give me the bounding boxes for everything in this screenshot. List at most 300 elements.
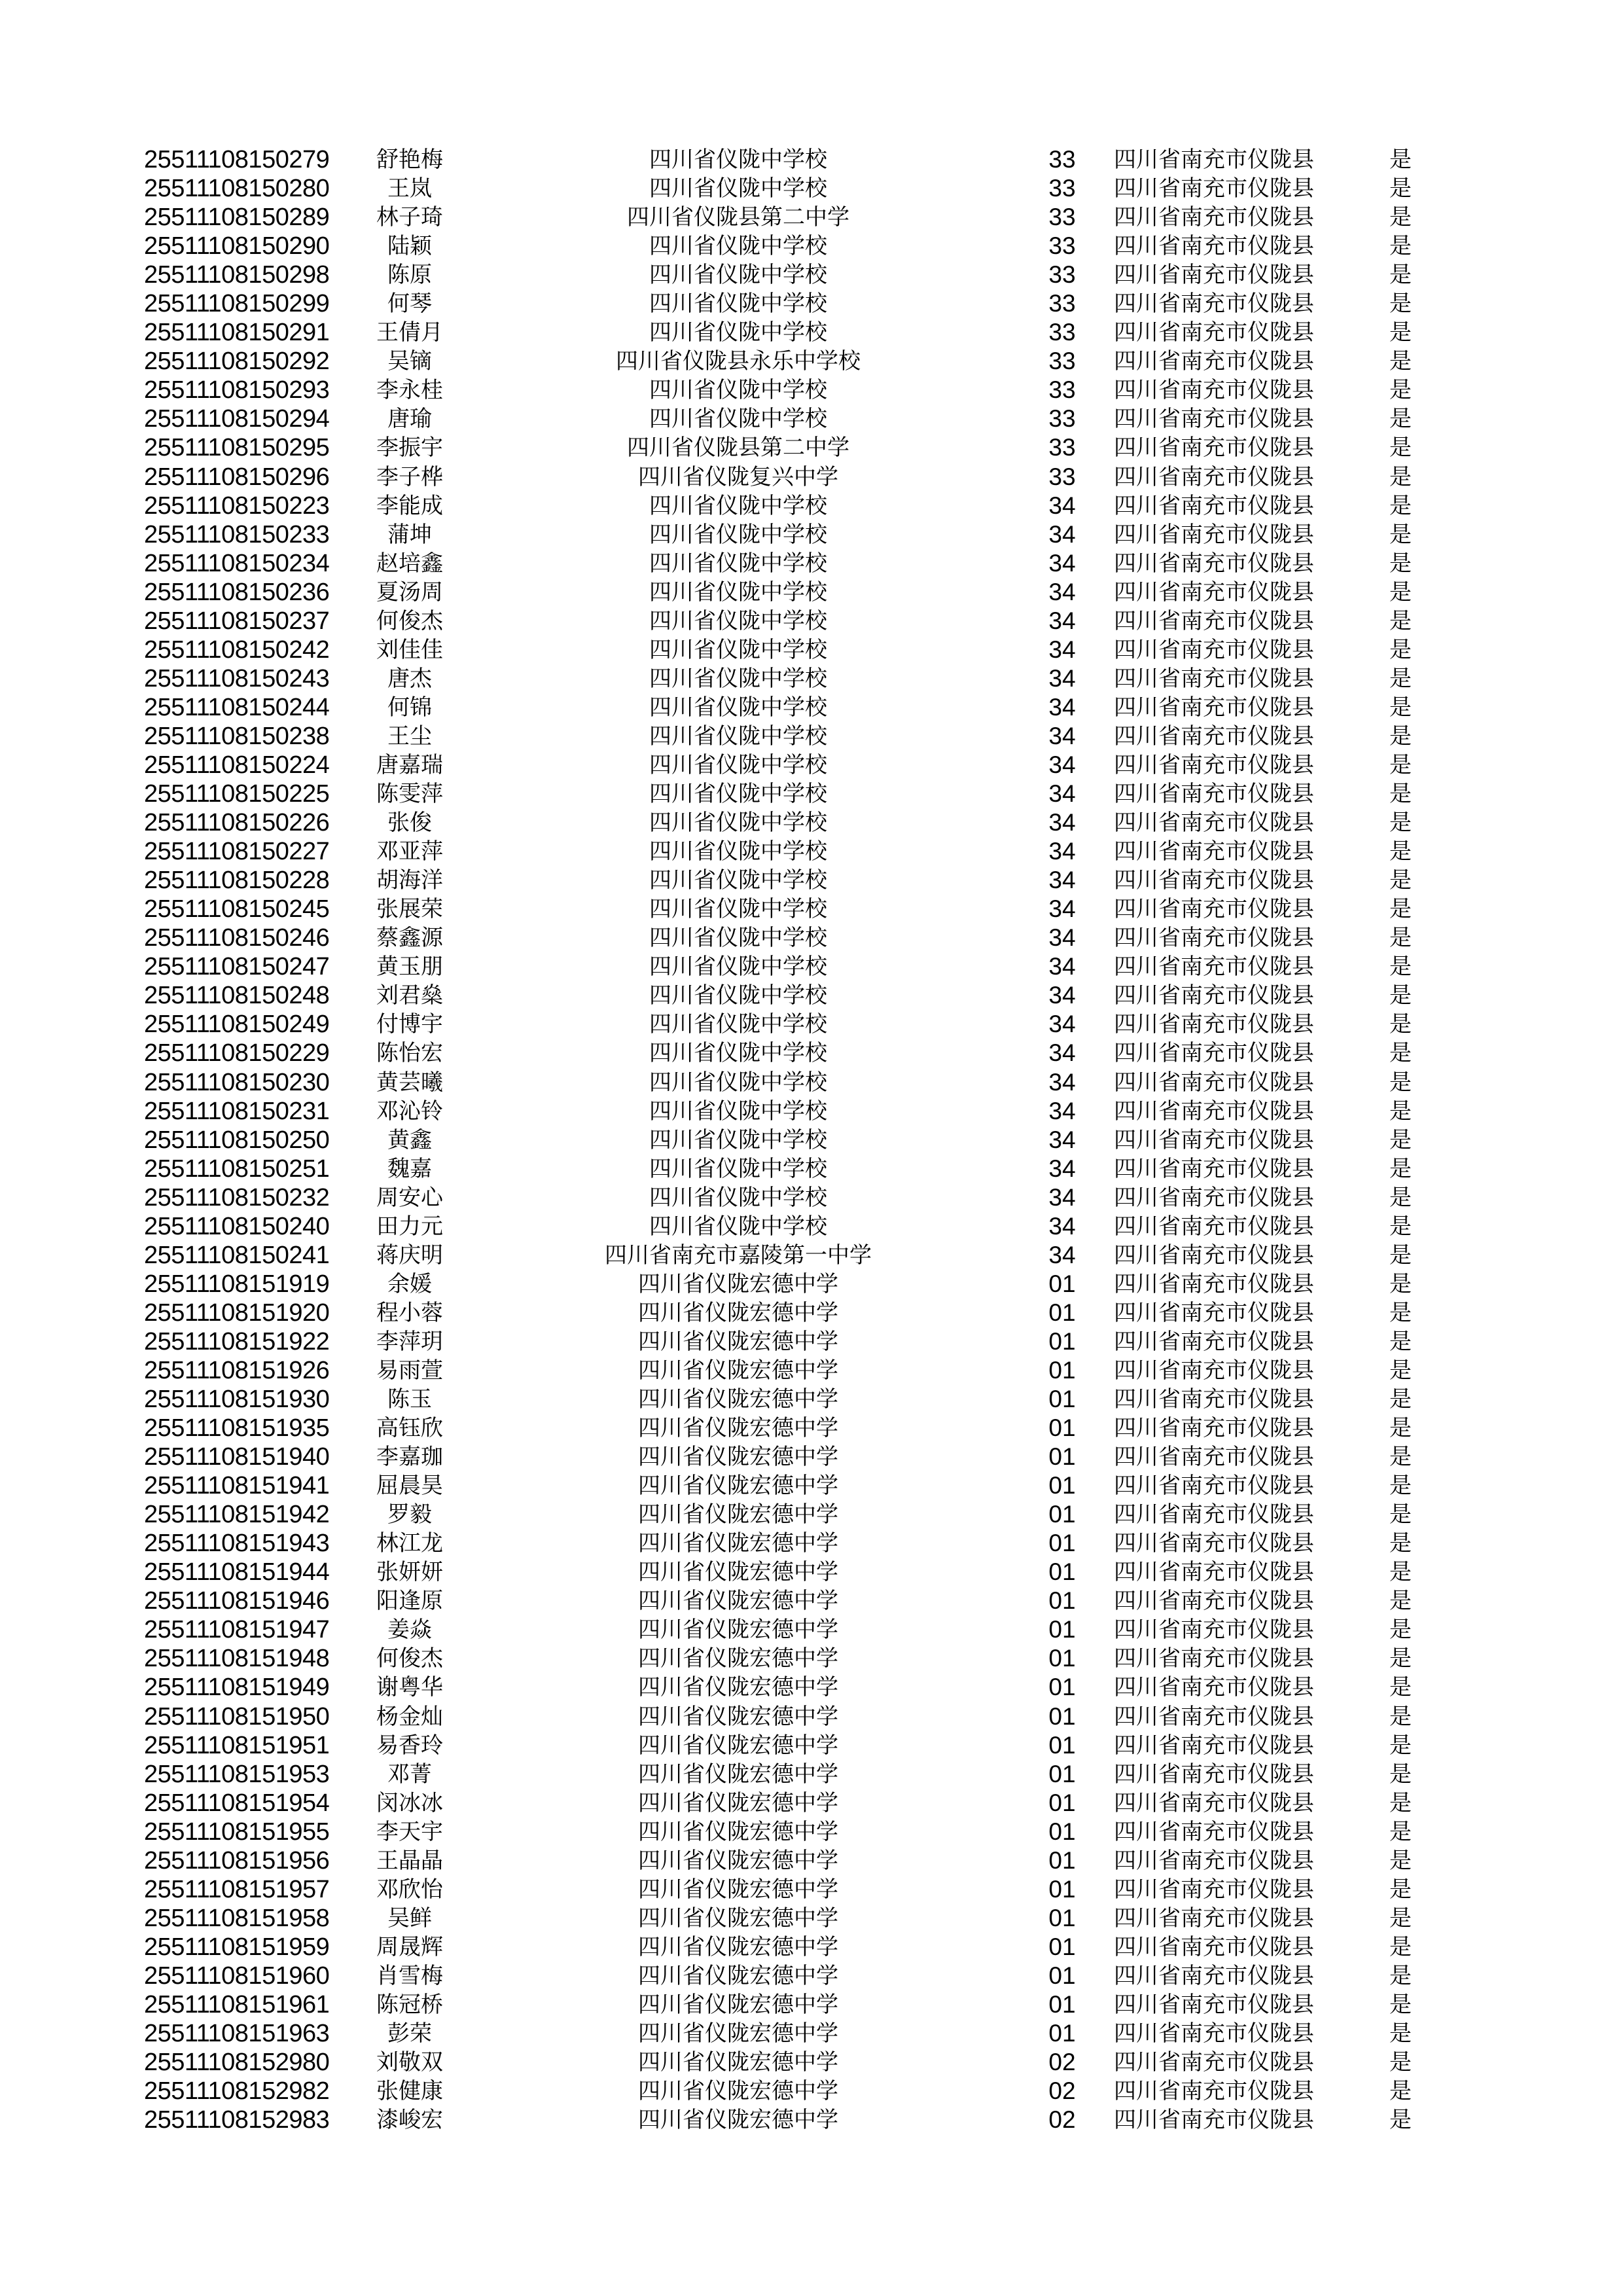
group-code: 34 [1048,780,1076,808]
candidate-name: 蔡鑫源 [376,925,443,951]
group-code: 34 [1048,751,1076,778]
confirm-flag: 是 [1389,320,1412,346]
region-name: 四川省南充市仪陇县 [1114,781,1314,807]
group-code: 34 [1048,953,1076,980]
group-code: 34 [1048,549,1076,577]
candidate-id: 25511108151942 [144,1501,330,1529]
region-name: 四川省南充市仪陇县 [1114,1242,1314,1268]
school-name: 四川省仪陇中学校 [649,291,827,317]
school-name: 四川省仪陇宏德中学 [638,1905,838,1931]
group-code: 33 [1048,146,1076,173]
region-name: 四川省南充市仪陇县 [1114,1963,1314,1988]
region-name: 四川省南充市仪陇县 [1114,1819,1314,1844]
candidate-name: 吴镝 [387,349,432,374]
candidate-name: 肖雪梅 [376,1963,443,1988]
candidate-name: 易雨萱 [376,1357,443,1383]
group-code: 01 [1048,1731,1076,1759]
region-name: 四川省南充市仪陇县 [1114,752,1314,778]
candidate-name: 黄芸曦 [376,1069,443,1095]
confirm-flag: 是 [1389,1934,1412,1960]
group-code: 33 [1048,463,1076,490]
region-name: 四川省南充市仪陇县 [1114,579,1314,605]
candidate-id: 25511108150238 [144,722,330,750]
candidate-id: 25511108151926 [144,1356,330,1384]
confirm-flag: 是 [1389,579,1412,605]
region-name: 四川省南充市仪陇县 [1114,320,1314,346]
group-code: 33 [1048,376,1076,404]
confirm-flag: 是 [1389,1271,1412,1297]
group-code: 01 [1048,1616,1076,1643]
candidate-id: 25511108150249 [144,1011,330,1039]
region-name: 四川省南充市仪陇县 [1114,810,1314,836]
school-name: 四川省仪陇中学校 [649,1127,827,1153]
table-row [0,1904,1623,1933]
group-code: 33 [1048,405,1076,433]
school-name: 四川省仪陇中学校 [649,522,827,547]
region-name: 四川省南充市仪陇县 [1114,1790,1314,1816]
region-name: 四川省南充市仪陇县 [1114,1617,1314,1643]
region-name: 四川省南充市仪陇县 [1114,954,1314,980]
region-name: 四川省南充市仪陇县 [1114,1588,1314,1614]
school-name: 四川省仪陇中学校 [649,694,827,720]
candidate-name: 易香玲 [376,1732,443,1758]
school-name: 四川省仪陇宏德中学 [638,1473,838,1499]
school-name: 四川省仪陇宏德中学 [638,1876,838,1902]
table-row [0,2019,1623,2048]
region-name: 四川省南充市仪陇县 [1114,1300,1314,1325]
candidate-id: 25511108150295 [144,434,330,462]
candidate-name: 王尘 [387,723,432,749]
candidate-id: 25511108151949 [144,1674,330,1702]
candidate-id: 25511108150243 [144,664,330,692]
region-name: 四川省南充市仪陇县 [1114,1213,1314,1239]
confirm-flag: 是 [1389,839,1412,865]
candidate-name: 林子琦 [376,205,443,230]
group-code: 01 [1048,1299,1076,1326]
table-row [0,1471,1623,1500]
school-name: 四川省仪陇中学校 [649,234,827,259]
confirm-flag: 是 [1389,1761,1412,1787]
school-name: 四川省仪陇复兴中学 [638,464,838,490]
candidate-id: 25511108151944 [144,1558,330,1587]
candidate-id: 25511108151946 [144,1587,330,1615]
school-name: 四川省仪陇中学校 [649,897,827,922]
candidate-id: 25511108150244 [144,693,330,721]
candidate-id: 25511108150291 [144,319,330,347]
confirm-flag: 是 [1389,1502,1412,1528]
candidate-id: 25511108150298 [144,261,330,289]
confirm-flag: 是 [1389,983,1412,1009]
candidate-id: 25511108150229 [144,1039,330,1067]
candidate-id: 25511108150299 [144,290,330,318]
group-code: 34 [1048,1039,1076,1067]
table-row [0,1414,1623,1443]
confirm-flag: 是 [1389,1473,1412,1499]
region-name: 四川省南充市仪陇县 [1114,1646,1314,1672]
table-row [0,722,1623,751]
candidate-id: 25511108151954 [144,1789,330,1817]
school-name: 四川省仪陇宏德中学 [638,1646,838,1672]
confirm-flag: 是 [1389,1098,1412,1124]
school-name: 四川省仪陇中学校 [649,1213,827,1239]
candidate-name: 罗毅 [387,1502,432,1528]
school-name: 四川省仪陇中学校 [649,1069,827,1095]
candidate-id: 25511108151919 [144,1270,330,1298]
group-code: 01 [1048,1327,1076,1355]
table-row [0,1644,1623,1673]
school-name: 四川省仪陇宏德中学 [638,1704,838,1729]
school-name: 四川省仪陇宏德中学 [638,2050,838,2075]
group-code: 01 [1048,1760,1076,1787]
school-name: 四川省仪陇中学校 [649,1185,827,1210]
region-name: 四川省南充市仪陇县 [1114,1357,1314,1383]
candidate-id: 25511108150248 [144,982,330,1010]
candidate-id: 25511108151957 [144,1875,330,1903]
confirm-flag: 是 [1389,1531,1412,1556]
group-code: 01 [1048,1501,1076,1528]
candidate-name: 唐瑜 [387,406,432,432]
table-row [0,1673,1623,1702]
table-row [0,2106,1623,2134]
table-row [0,1270,1623,1299]
candidate-id: 25511108151948 [144,1645,330,1673]
group-code: 01 [1048,1789,1076,1816]
table-row [0,1212,1623,1241]
group-code: 01 [1048,1962,1076,1989]
region-name: 四川省南充市仪陇县 [1114,1732,1314,1758]
group-code: 01 [1048,1875,1076,1903]
region-name: 四川省南充市仪陇县 [1114,1934,1314,1960]
candidate-name: 黄鑫 [387,1127,432,1153]
table-row [0,347,1623,376]
group-code: 01 [1048,1846,1076,1874]
table-row [0,1558,1623,1587]
confirm-flag: 是 [1389,1329,1412,1354]
candidate-name: 林江龙 [376,1531,443,1556]
school-name: 四川省仪陇县第二中学 [627,205,849,230]
school-name: 四川省仪陇宏德中学 [638,1444,838,1470]
school-name: 四川省仪陇宏德中学 [638,1819,838,1844]
school-name: 四川省仪陇宏德中学 [638,1617,838,1643]
table-row [0,751,1623,780]
region-name: 四川省南充市仪陇县 [1114,1041,1314,1066]
confirm-flag: 是 [1389,1041,1412,1066]
group-code: 34 [1048,1011,1076,1038]
group-code: 34 [1048,982,1076,1009]
table-row [0,607,1623,636]
candidate-id: 25511108150231 [144,1097,330,1125]
confirm-flag: 是 [1389,608,1412,634]
school-name: 四川省仪陇中学校 [649,666,827,691]
school-name: 四川省仪陇宏德中学 [638,2021,838,2047]
candidate-id: 25511108150296 [144,463,330,491]
region-name: 四川省南充市仪陇县 [1114,234,1314,259]
group-code: 34 [1048,693,1076,721]
school-name: 四川省仪陇中学校 [649,1156,827,1181]
table-row [0,289,1623,318]
school-name: 四川省仪陇宏德中学 [638,1271,838,1297]
table-row [0,1068,1623,1097]
region-name: 四川省南充市仪陇县 [1114,608,1314,634]
table-row [0,1990,1623,2019]
confirm-flag: 是 [1389,1848,1412,1873]
candidate-id: 25511108150246 [144,924,330,952]
confirm-flag: 是 [1389,954,1412,980]
region-name: 四川省南充市仪陇县 [1114,1502,1314,1528]
group-code: 34 [1048,520,1076,548]
candidate-name: 周晟辉 [376,1934,443,1960]
table-row [0,1962,1623,1990]
table-row [0,318,1623,347]
candidate-name: 张展荣 [376,897,443,922]
confirm-flag: 是 [1389,493,1412,518]
confirm-flag: 是 [1389,666,1412,691]
candidate-id: 25511108150223 [144,492,330,520]
region-name: 四川省南充市仪陇县 [1114,2079,1314,2104]
group-code: 01 [1048,1818,1076,1845]
confirm-flag: 是 [1389,1876,1412,1902]
region-name: 四川省南充市仪陇县 [1114,925,1314,951]
candidate-id: 25511108151941 [144,1472,330,1500]
confirm-flag: 是 [1389,1242,1412,1268]
group-code: 01 [1048,2020,1076,2047]
table-row [0,2077,1623,2106]
candidate-id: 25511108150236 [144,578,330,606]
region-name: 四川省南充市仪陇县 [1114,2050,1314,2075]
table-row [0,837,1623,866]
school-name: 四川省仪陇县永乐中学校 [616,349,861,374]
candidate-name: 魏嘉 [387,1156,432,1181]
group-code: 34 [1048,1155,1076,1182]
candidate-id: 25511108151943 [144,1530,330,1558]
school-name: 四川省仪陇中学校 [649,1098,827,1124]
confirm-flag: 是 [1389,2021,1412,2047]
school-name: 四川省仪陇中学校 [649,579,827,605]
region-name: 四川省南充市仪陇县 [1114,1992,1314,2017]
group-code: 33 [1048,232,1076,260]
region-name: 四川省南充市仪陇县 [1114,2021,1314,2047]
region-name: 四川省南充市仪陇县 [1114,1905,1314,1931]
candidate-name: 舒艳梅 [376,147,443,172]
school-name: 四川省仪陇中学校 [649,608,827,634]
candidate-id: 25511108150224 [144,751,330,779]
group-code: 34 [1048,1068,1076,1096]
candidate-name: 谢粤华 [376,1675,443,1700]
group-code: 33 [1048,434,1076,461]
candidate-name: 何俊杰 [376,1646,443,1672]
candidate-id: 25511108151958 [144,1904,330,1932]
table-row [0,232,1623,260]
region-name: 四川省南充市仪陇县 [1114,2108,1314,2133]
candidate-name: 王晶晶 [376,1848,443,1873]
group-code: 33 [1048,261,1076,289]
table-row [0,1500,1623,1529]
table-row [0,1818,1623,1846]
region-name: 四川省南充市仪陇县 [1114,1387,1314,1412]
region-name: 四川省南充市仪陇县 [1114,1704,1314,1729]
school-name: 四川省仪陇宏德中学 [638,1588,838,1614]
candidate-name: 高钰欣 [376,1416,443,1441]
table-row [0,549,1623,578]
confirm-flag: 是 [1389,1185,1412,1210]
school-name: 四川省仪陇宏德中学 [638,2108,838,2133]
table-row [0,520,1623,549]
candidate-id: 25511108151935 [144,1414,330,1443]
region-name: 四川省南充市仪陇县 [1114,1444,1314,1470]
candidate-id: 25511108150245 [144,895,330,924]
table-row [0,780,1623,808]
confirm-flag: 是 [1389,1560,1412,1585]
confirm-flag: 是 [1389,897,1412,922]
group-code: 34 [1048,924,1076,952]
region-name: 四川省南充市仪陇县 [1114,1560,1314,1585]
school-name: 四川省仪陇宏德中学 [638,1963,838,1988]
candidate-name: 李萍玥 [376,1329,443,1354]
school-name: 四川省仪陇宏德中学 [638,1992,838,2017]
candidate-id: 25511108150292 [144,348,330,376]
region-name: 四川省南充市仪陇县 [1114,1416,1314,1441]
table-row [0,1010,1623,1039]
table-row [0,1385,1623,1414]
confirm-flag: 是 [1389,550,1412,576]
table-row [0,808,1623,837]
table-row [0,1731,1623,1760]
group-code: 34 [1048,607,1076,634]
school-name: 四川省仪陇宏德中学 [638,1790,838,1816]
table-row [0,174,1623,203]
confirm-flag: 是 [1389,1675,1412,1700]
group-code: 34 [1048,867,1076,894]
table-row [0,260,1623,289]
school-name: 四川省仪陇宏德中学 [638,1387,838,1412]
group-code: 33 [1048,204,1076,231]
confirm-flag: 是 [1389,925,1412,951]
region-name: 四川省南充市仪陇县 [1114,1675,1314,1700]
group-code: 01 [1048,1530,1076,1557]
table-row [0,376,1623,404]
region-name: 四川省南充市仪陇县 [1114,1876,1314,1902]
candidate-name: 阳逢原 [376,1588,443,1614]
table-row [0,578,1623,607]
confirm-flag: 是 [1389,1732,1412,1758]
confirm-flag: 是 [1389,205,1412,230]
candidate-name: 陈雯萍 [376,781,443,807]
candidate-name: 刘佳佳 [376,637,443,662]
group-code: 33 [1048,319,1076,346]
school-name: 四川省仪陇宏德中学 [638,1560,838,1585]
group-code: 33 [1048,175,1076,202]
region-name: 四川省南充市仪陇县 [1114,868,1314,893]
table-row [0,693,1623,722]
group-code: 34 [1048,1241,1076,1268]
table-row [0,866,1623,895]
region-name: 四川省南充市仪陇县 [1114,637,1314,662]
candidate-name: 何俊杰 [376,608,443,634]
candidate-id: 25511108151961 [144,1991,330,2018]
candidate-name: 何锦 [387,694,432,720]
confirm-flag: 是 [1389,1617,1412,1643]
group-code: 01 [1048,1991,1076,2018]
candidate-name: 陈原 [387,262,432,288]
confirm-flag: 是 [1389,1127,1412,1153]
confirm-flag: 是 [1389,2108,1412,2133]
candidate-name: 蒲坤 [387,522,432,547]
region-name: 四川省南充市仪陇县 [1114,493,1314,518]
region-name: 四川省南充市仪陇县 [1114,406,1314,432]
table-row [0,1327,1623,1356]
group-code: 34 [1048,492,1076,519]
confirm-flag: 是 [1389,406,1412,432]
group-code: 01 [1048,1933,1076,1960]
candidate-id: 25511108151922 [144,1327,330,1355]
candidate-name: 邓亚萍 [376,839,443,865]
table-row [0,1615,1623,1644]
group-code: 33 [1048,290,1076,317]
candidate-name: 田力元 [376,1213,443,1239]
school-name: 四川省仪陇宏德中学 [638,1357,838,1383]
region-name: 四川省南充市仪陇县 [1114,666,1314,691]
candidate-name: 彭荣 [387,2021,432,2047]
table-row [0,1529,1623,1558]
confirm-flag: 是 [1389,1790,1412,1816]
candidate-name: 程小蓉 [376,1300,443,1325]
candidate-id: 25511108150227 [144,838,330,866]
table-row [0,1241,1623,1270]
candidate-id: 25511108151940 [144,1443,330,1471]
table-row [0,924,1623,952]
candidate-name: 蒋庆明 [376,1242,443,1268]
candidate-id: 25511108151947 [144,1616,330,1644]
region-name: 四川省南充市仪陇县 [1114,464,1314,490]
group-code: 34 [1048,1126,1076,1153]
table-row [0,1299,1623,1327]
confirm-flag: 是 [1389,1992,1412,2017]
group-code: 01 [1048,1356,1076,1384]
confirm-flag: 是 [1389,1963,1412,1988]
candidate-name: 邓菁 [387,1761,432,1787]
candidate-id: 25511108150240 [144,1212,330,1240]
table-row [0,1183,1623,1212]
school-name: 四川省仪陇宏德中学 [638,1732,838,1758]
confirm-flag: 是 [1389,291,1412,317]
group-code: 34 [1048,895,1076,923]
candidate-name: 赵培鑫 [376,550,443,576]
candidate-id: 25511108152982 [144,2077,330,2106]
confirm-flag: 是 [1389,435,1412,461]
region-name: 四川省南充市仪陇县 [1114,147,1314,172]
region-name: 四川省南充市仪陇县 [1114,1329,1314,1354]
confirm-flag: 是 [1389,1704,1412,1729]
candidate-id: 25511108150251 [144,1155,330,1183]
group-code: 02 [1048,2077,1076,2105]
region-name: 四川省南充市仪陇县 [1114,1069,1314,1095]
table-row [0,1356,1623,1385]
candidate-name: 陈怡宏 [376,1041,443,1066]
region-name: 四川省南充市仪陇县 [1114,550,1314,576]
candidate-name: 李子桦 [376,464,443,490]
confirm-flag: 是 [1389,1213,1412,1239]
candidate-id: 25511108150280 [144,175,330,203]
table-row [0,1443,1623,1471]
table-row [0,664,1623,693]
candidate-id: 25511108150242 [144,636,330,664]
group-code: 01 [1048,1645,1076,1672]
confirm-flag: 是 [1389,262,1412,288]
table-row [0,1039,1623,1067]
candidate-name: 姜焱 [387,1617,432,1643]
group-code: 34 [1048,664,1076,692]
candidate-id: 25511108151920 [144,1299,330,1327]
